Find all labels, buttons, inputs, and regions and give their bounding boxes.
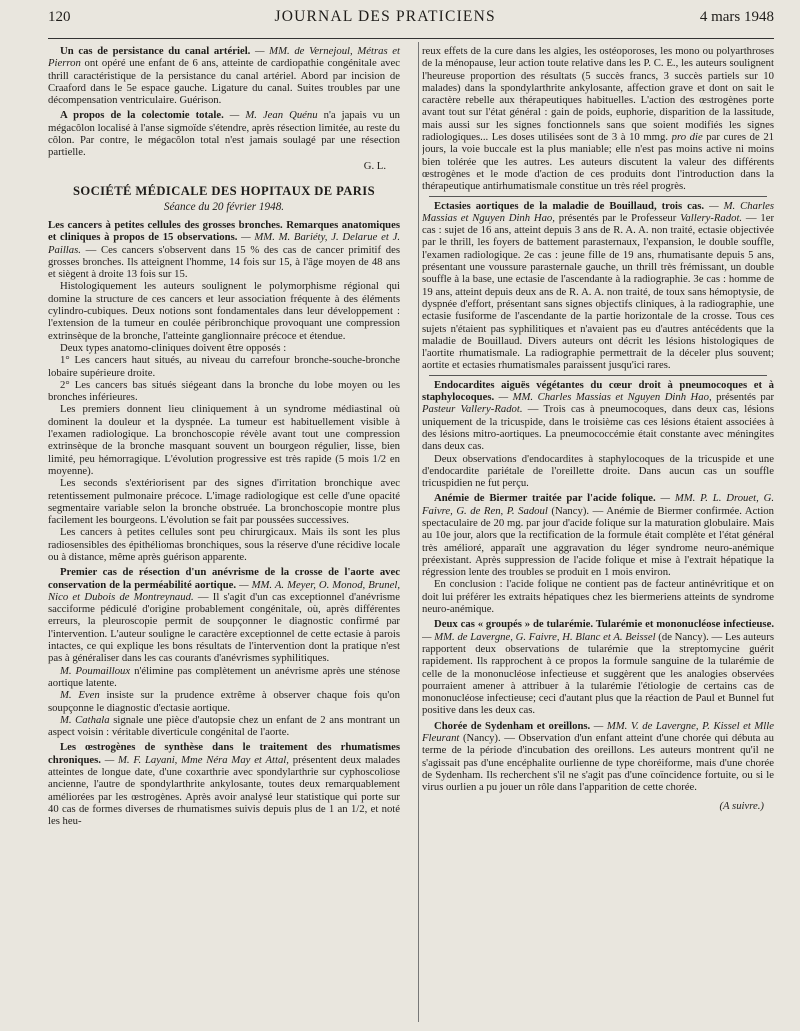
article-paragraph bbox=[48, 45, 400, 106]
article-authors: — M. F. Layani, Mme Néra May et Attal, bbox=[104, 753, 289, 766]
article-paragraph bbox=[422, 492, 774, 578]
article-authors: M. Even bbox=[60, 689, 100, 702]
article-title: Ectasies aortiques de la maladie de Bouillaud, trois cas. bbox=[434, 199, 705, 212]
article-authors: — MM. A. Meyer, O. Monod, Brunel, Nico et Dubois de Montreynaud. bbox=[48, 578, 400, 603]
article-body: présentés par le Professeur bbox=[558, 211, 677, 224]
article-authors: M. Poumailloux bbox=[60, 664, 131, 677]
article-body: (de Nancy). — Les auteurs rapportent deux observations de tularémie que la streptomycine guérit rapidement. Ils rapprochent à ce propos la formule sanguine de la tularémie de celle de la mononucléose infectieuse et suggèrent que les analogies observées pourraient amener à attribuer à la tularémie l'étiologie de certains cas de mononucléose infectieuse; ceci d'autant plus que la réaction de Paul et Bunnel fut positive dans les deux cas. bbox=[422, 630, 774, 717]
article-authors: — MM. de Vernejoul, Métras et Pierron bbox=[48, 45, 401, 70]
right-column bbox=[422, 45, 774, 1030]
article-paragraph: Les seconds s'extériorisent par des signes d'irritation bronchique avec retentissement pulmonaire précoce. L'image radiologique est celle d'une opacité segmentaire variable selon la bronche obstruée. La bronchoscopie montre plus facilement les bourgeons. L'évolution se fait par poussées successives. bbox=[48, 477, 400, 527]
article-body: par cures de 21 jours, la voie buccale est la plus maniable; elle n'est pas moins active ni moins bien tolérée que les autres. Les auteurs discutent la valeur des différents œstrogènes et le mode d'action de ces produits dont l'introduction dans la thérapeutique antirhumatismale constitue un très réel progrès. bbox=[422, 131, 774, 193]
article-title: Deux cas « groupés » de tularémie. Tularémie et mononucléose infectieuse. bbox=[434, 618, 774, 631]
article-body: présentés par bbox=[716, 391, 774, 404]
article-body: — Trois cas à pneumocoques, dans deux cas, lésions uniquement de la tricuspide, dans le troisième cas ces lésions étaient associées à des lésions mitro-aortiques. La pneumococcémie était constante avec méningites dans deux cas. bbox=[422, 403, 774, 453]
article-paragraph bbox=[422, 618, 774, 716]
journal-title: JOURNAL DES PRATICIENS bbox=[274, 8, 496, 25]
article-authors: — MM. P. L. Drouet, G. Faivre, G. de Ren, P. Sadoul bbox=[422, 492, 774, 517]
society-heading: SOCIÉTÉ MÉDICALE DES HOPITAUX DE PARIS bbox=[73, 183, 375, 198]
article-body: reux effets de la cure dans les algies, les ostéoporoses, les mono ou polyarthroses de la ménopause, leur action toute relative dans les P. C. E., les auteurs soulignent l'heureuse proportion des résultats (5 succès francs, 3 succès partiels sur 10 malades) dans la spondylarthrite ankylosante, affection grave et dont on sait le caractère rebelle aux thérapeutiques habituelles. L'action des œstrogènes porte avant tout sur l'état général : gain de poids, euphorie, disparition de la lassitude, mais aussi sur les signes fonctionnels sans que soient modifiés les signes radiologiques... Les doses utilisées sont de 3 à 10 mmg. bbox=[422, 45, 774, 144]
article-authors: — MM. M. Bariéty, J. Delarue et J. Paillas. bbox=[48, 231, 400, 256]
article-paragraph bbox=[422, 45, 774, 193]
article-authors: — MM. Charles Massias et Nguyen Dinh Hao, bbox=[498, 391, 712, 404]
article-body: ont opéré une enfant de 6 ans, atteinte de cardiopathie congénitale avec thrill caractéristique de la persistance du canal artériel. Abord par incision de Craaford dans le 5e espace gauche. Ligature du canal. Suites troubles par une décompensation ventriculaire. Guérison. bbox=[48, 57, 401, 107]
article-paragraph bbox=[48, 689, 400, 714]
latin-term: pro die bbox=[671, 131, 703, 144]
article-body: — Il s'agit d'un cas exceptionnel d'anévrisme sacciforme pédiculé d'origine probablement congénitale, où, après différentes erreurs, la pleuroscopie permit de soupçonner le diagnostic confirmé par l'intervention. L'auteur souligne le caractère exceptionnel de cette ectasie à parois intactes, ce qui explique les bons résultats de l'intervention dont la pratique n'est pas à généraliser dans les cas courants d'anévrismes syphilitiques. bbox=[48, 590, 400, 665]
article-paragraph bbox=[48, 665, 400, 690]
article-title: Endocardites aiguës végétantes du cœur droit à pneumocoques et à staphylocoques. bbox=[422, 378, 774, 404]
article-body: n'a japais vu un mégacôlon localisé à l'anse sigmoïde s'étendre, après résection limitée, au reste du côlon. Par contre, le mégacôlon total n'est jamais soulagé par une résection partielle. bbox=[48, 109, 401, 159]
article-body: (Nancy). — Observation d'un enfant atteint d'une chorée qui débuta au terme de la période d'incubation des oreillons. Les auteurs montrent qu'il ne s'agissait pas d'une encéphalite ourlienne de type choréiforme, mais d'une chorée de Sydenham. Ils recherchent s'il ne s'agit pas d'une coïncidence fortuite, ou si le virus ourlien a pu jouer un rôle dans l'apparition de cette chorée. bbox=[422, 732, 774, 794]
header-rule bbox=[48, 38, 774, 39]
article-authors: — MM. V. de Lavergne, P. Kissel et Mlle Fleurant bbox=[422, 719, 774, 745]
article-body: n'élimine pas complètement un anévrisme après une sténose aortique latente. bbox=[48, 664, 400, 689]
article-paragraph: Deux types anatomo-cliniques doivent être opposés : bbox=[60, 341, 287, 354]
article-columns bbox=[48, 45, 774, 1030]
page-header bbox=[48, 8, 774, 32]
article-authors: — M. Charles Massias et Nguyen Dinh Hao, bbox=[422, 199, 774, 224]
column-divider bbox=[418, 42, 419, 1022]
article-title: A propos de la colectomie totale. bbox=[60, 109, 224, 122]
page-number: 120 bbox=[48, 9, 71, 25]
article-paragraph bbox=[48, 566, 400, 664]
article-paragraph bbox=[422, 720, 774, 794]
article-title: Anémie de Biermer traitée par l'acide folique. bbox=[434, 492, 656, 505]
article-title: Chorée de Sydenham et oreillons. bbox=[434, 719, 591, 732]
article-body: — Ces cancers s'observent dans 15 % des cas de cancer primitif des grosses bronches. Ils atteignent l'homme, 14 fois sur 15, à l'âge moyen de 48 ans et siègent à droite 13 fois sur 15. bbox=[48, 243, 401, 281]
article-body: signale une pièce d'autopsie chez un enfant de 2 ans montrant un aspect voisin : véritable diverticule congénital de l'aorte. bbox=[48, 713, 400, 739]
article-body: (Nancy). — Anémie de Biermer confirmée. Action spectaculaire de 20 mg. par jour d'acide folique sur la maturation globulaire. Mais au 10e jour, alors que la rectification de la formule était complète et l'état général très amélioré, apparaît une aggravation du léger syndrome neuro-anémique préexistant. Après suppression de l'acide folique et mise à l'extrait hépatique la régression lente des troubles se produit en 1 mois environ. bbox=[422, 504, 774, 579]
section-rule bbox=[429, 375, 767, 376]
article-paragraph: 1° Les cancers haut situés, au niveau du carrefour bronche-souche-bronche lobaire supérieure droite. bbox=[48, 354, 400, 379]
left-column bbox=[48, 45, 406, 1030]
session-date: Séance du 20 février 1948. bbox=[163, 200, 285, 213]
article-authors: — M. Jean Quénu bbox=[229, 109, 318, 122]
article-title: Les œstrogènes de synthèse dans le traitement des rhumatismes chroniques. bbox=[48, 741, 400, 766]
article-paragraph: Histologiquement les auteurs soulignent le polymorphisme régional qui domine la structure de ces cancers et leur association fréquente à des éléments cylindro-cubiques. Deux notions sont fondamentales dans leur développement : l'extension de la tumeur en coulée péribronchique provoquant une compression extrinsèque de la bronche, l'atteinte ganglionnaire précoce et étendue. bbox=[48, 280, 400, 342]
article-paragraph: 2° Les cancers bas situés siégeant dans la bronche du lobe moyen ou les bronches inférieures. bbox=[48, 378, 400, 404]
article-authors: Pasteur Vallery-Radot. bbox=[422, 403, 523, 416]
article-title: Un cas de persistance du canal artériel. bbox=[60, 45, 251, 57]
article-paragraph bbox=[48, 219, 400, 280]
article-paragraph bbox=[422, 200, 774, 372]
article-authors: M. Cathala bbox=[60, 713, 110, 726]
article-paragraph: Les premiers donnent lieu cliniquement à un syndrome médiastinal où dominent la douleur et la dyspnée. La tumeur est habituellement visible à l'examen radiologique. La bronchoscopie révèle avant tout une compression extrinsèque de la bronche masquant souvent un bourgeon régulier, lisse, bien limité, peu hémorragique. L'évolution progressive est très rapide (5 mois 1/2 en moyenne). bbox=[48, 403, 400, 477]
to-be-continued: (A suivre.) bbox=[719, 799, 764, 812]
section-rule bbox=[429, 196, 767, 197]
article-body: — 1er cas : sujet de 16 ans, atteint depuis 3 ans de R. A. A. non traité, ectasie objectivée par le thrill, les foyers de battement parasternaux, l'expansion, le double souffle, l'examen radiologique. 2e cas : jeune fille de 19 ans, rhumatisante depuis 5 ans, présentant une voussure parasternale gauche, un thrill très frémissant, un double souffle à la base, une ectasie de l'ascendante à la radiographie. 3e cas : homme de 19 ans, atteint depuis deux ans de R. A. A. non traité, de toux sans hémoptysie, de dyspnée d'effort, présentant sans signes objectifs cliniques, à la radiographie, une ectasie fusiforme de l'ascendante de la partie horizontale de la crosse. Tous ces sujets n'étaient pas syphilitiques et n'avaient pas eu d'autres antécédents que la maladie de Bouillaud. Divers auteurs ont décrit les lésions histologiques de l'aortite rhumatismale. La radiographie permettrait de la déceler plus souvent; aortite et ectasies rhumatismales paraissent jusqu'ici rares. bbox=[422, 211, 774, 372]
article-paragraph bbox=[48, 714, 400, 739]
article-paragraph bbox=[48, 109, 400, 158]
article-title: Les cancers à petites cellules des grosses bronches. Remarques anatomiques et cliniques à propos de 15 observations. bbox=[48, 218, 400, 244]
article-body: insiste sur la prudence extrême à observer chaque fois qu'on soupçonne le diagnostic d'ectasie aortique. bbox=[48, 689, 400, 714]
signature: G. L. bbox=[363, 159, 386, 172]
article-title: Premier cas de résection d'un anévrisme de la crosse de l'aorte avec conservation de la perméabilité aortique. bbox=[48, 566, 400, 591]
issue-date: 4 mars 1948 bbox=[699, 9, 774, 25]
article-authors: — MM. de Lavergne, G. Faivre, H. Blanc et A. Beissel bbox=[422, 630, 656, 643]
article-paragraph: Deux observations d'endocardites à staphylocoques de la tricuspide et une d'endocardite pariétale de l'oreillette droite. Dans aucun cas un souffle tricuspidien ne fut perçu. bbox=[422, 452, 774, 490]
article-paragraph bbox=[422, 379, 774, 453]
article-paragraph: Les cancers à petites cellules sont peu chirurgicaux. Mais ils sont les plus radiosensibles des épithéliomas bronchiques, sous la réserve d'une récidive locale ou à distance, même après guérison apparente. bbox=[48, 526, 400, 563]
article-paragraph bbox=[48, 741, 400, 827]
article-authors: Vallery-Radot. bbox=[680, 211, 743, 224]
article-paragraph: En conclusion : l'acide folique ne contient pas de facteur antinévritique et on doit lui préférer les extraits hépatiques chez les biermeriens atteints de syndrome neuro-anémique. bbox=[422, 578, 774, 616]
article-body: présentent deux malades atteintes de longue date, d'une coxarthrie avec spondylarthrie sur cyphoscoliose ancienne, l'autre de spondylarthrite ankylosante, toutes deux remarquablement améliorées par les œstrogènes. Après avoir analysé leur statistique qui porte sur 40 cas de formes diverses de rhumatismes suivis depuis plus de 1 an 1/2, et noté les heu- bbox=[48, 753, 401, 828]
